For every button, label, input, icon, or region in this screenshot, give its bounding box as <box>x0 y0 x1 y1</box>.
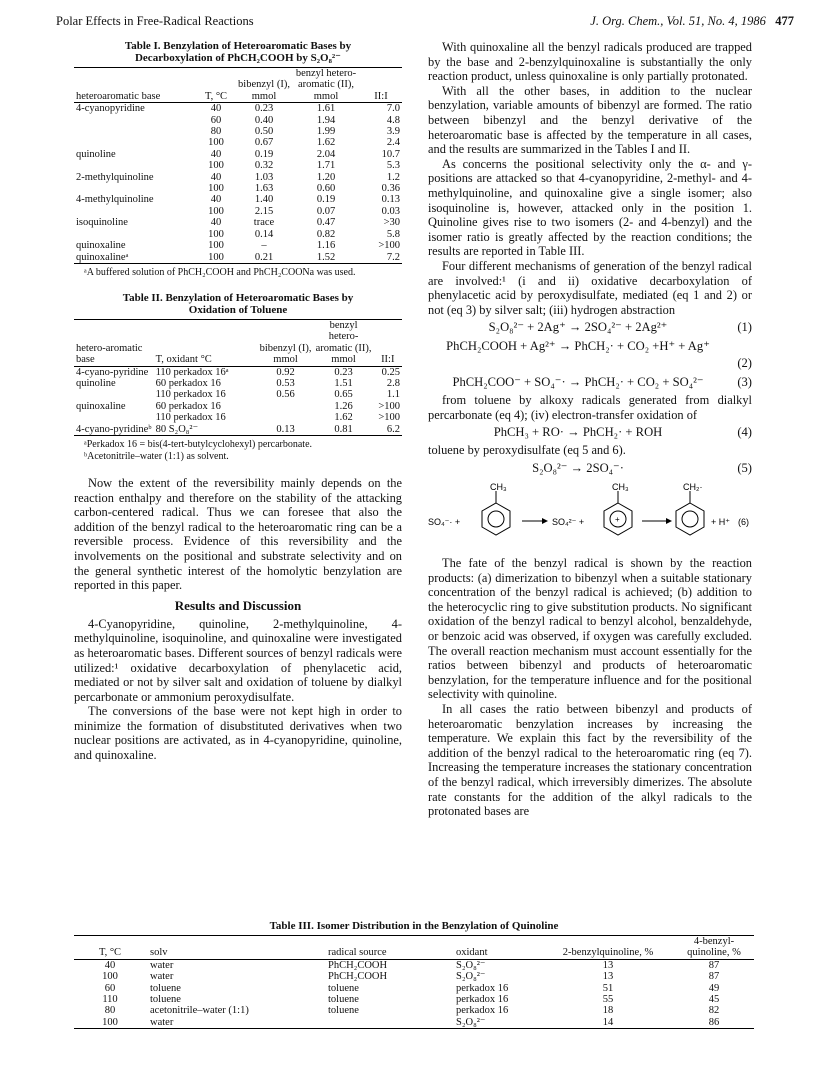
cell-temp: 100 <box>208 160 224 172</box>
cell-benzylhetero: 0.47 <box>316 217 336 229</box>
equation-6-scheme <box>428 481 752 541</box>
cell-base <box>74 137 196 148</box>
cell-source: toluene <box>328 1005 359 1017</box>
equation-3-number: (3) <box>737 375 752 390</box>
cell-base <box>74 126 196 137</box>
cell-ratio: 10.7 <box>381 148 400 160</box>
cell-solvent: toluene <box>150 982 181 994</box>
cell-2-benzyl: 55 <box>602 994 614 1006</box>
cell-ratio: 2.8 <box>386 377 400 389</box>
cell-solvent: acetonitrile–water (1:1) <box>150 1005 249 1017</box>
cell-ratio: 1.2 <box>386 171 400 183</box>
cell-base: 4-methylquinoline <box>76 194 154 206</box>
cell-oxidant: perkadox 16 <box>456 994 509 1006</box>
table-row <box>74 240 402 251</box>
cell-ratio: >100 <box>378 240 400 252</box>
table-row <box>74 412 402 423</box>
equation-5-formula: S₂O₈²⁻ → 2SO₄⁻· <box>532 461 624 476</box>
cell-benzylhetero: 0.23 <box>334 366 353 378</box>
table-row <box>74 983 754 994</box>
cell-benzylhetero: 0.81 <box>314 424 374 436</box>
cell-base: 4-cyano-pyridineᵇ <box>76 423 152 435</box>
table-row <box>74 172 402 183</box>
cell-base: quinoxaline <box>76 240 126 252</box>
table2-footnote-b: ᵇAcetonitrile–water (1:1) as solvent. <box>84 450 229 462</box>
equation-5-number: (5) <box>737 461 752 476</box>
cell-base <box>74 206 196 217</box>
toluene-ch3-label: CH₃ <box>490 482 507 493</box>
table1-header-bibenzyl: bibenzyl (I), mmol <box>236 68 292 103</box>
cell-bibenzyl: 0.14 <box>254 228 274 240</box>
cell-temp: 40 <box>104 959 116 971</box>
table-row <box>74 1005 754 1016</box>
table2-header-temp-oxidant: T, oxidant °C <box>154 319 258 366</box>
cell-bibenzyl: 0.67 <box>254 137 274 149</box>
scheme-sulfate-product: SO₄²⁻ + <box>552 517 585 528</box>
cell-ratio: 2.4 <box>386 137 400 149</box>
cell-oxidant: S₂O₈²⁻ <box>452 1017 542 1029</box>
cell-temp-oxidant: 110 perkadox 16ᵃ <box>155 366 229 378</box>
cell-ratio: >30 <box>383 217 400 229</box>
benzyl-ch2-label: CH₂· <box>683 482 703 493</box>
table-row <box>74 217 402 228</box>
cell-ratio: 7.2 <box>360 252 402 264</box>
table1 <box>74 67 402 264</box>
table1-header-base: heteroaromatic base <box>74 68 196 103</box>
scheme-arrowhead-1 <box>542 518 548 524</box>
table-row <box>74 424 402 436</box>
cell-benzylhetero: 0.07 <box>316 205 336 217</box>
cell-temp: 40 <box>210 217 222 229</box>
table-row <box>74 389 402 400</box>
table1-footnote-a: ᵃA buffered solution of PhCH₂COOH and PhCH₂COONa was used. <box>84 266 356 278</box>
cell-bibenzyl: – <box>261 240 267 252</box>
table2-footnote-a: ᵃPerkadox 16 = bis(4-tert-butylcyclohexyl) percarbonate. <box>84 438 313 450</box>
table2-body <box>74 366 402 435</box>
cell-benzylhetero: 1.52 <box>292 252 360 264</box>
cell-temp-oxidant: 60 perkadox 16 <box>155 400 221 412</box>
table3-header-4-benzyl: 4-benzyl-quinoline, % <box>674 936 754 960</box>
cell-bibenzyl: 0.21 <box>236 252 292 264</box>
table1-header-benzylhetero: benzyl hetero-aromatic (II), mmol <box>292 68 360 103</box>
cell-ratio: 5.8 <box>386 228 400 240</box>
cell-ratio: 4.8 <box>386 114 400 126</box>
right-paragraph-7: The fate of the benzyl radical is shown by the reaction products: (a) dimerization to bibenzyl when a suitable stationary concentration of the benzyl radical is achieved; (b) addition to the heterocyclic ring to give substitution products. No significant oxidation of the benzyl radical to benzyl alcohol, benzaldehyde, or benzoic acid was observed, if oxygen was carefully excluded. The overall reaction mechanism must account essentially for the ratios between bibenzyl and products of heteroaromatic benzylation, for the temperature influence and for the positional selectivity with quinoline. <box>428 556 752 702</box>
cell-ratio: 1.1 <box>386 389 400 401</box>
toluene-structure <box>482 482 510 535</box>
cell-4-benzyl: 45 <box>708 994 720 1006</box>
cell-ratio: >100 <box>378 400 400 412</box>
right-paragraph-4: Four different mechanisms of generation of the benzyl radical are involved:¹ (i and ii) oxidative decarboxylation of phenylacetic acid by peroxydisulfate, mediated (eq 1 and 2) or not (eq 3) by silver salt; (iii) hydrogen abstraction <box>428 258 752 317</box>
table-row <box>74 149 402 160</box>
cell-4-benzyl: 49 <box>708 982 720 994</box>
cell-benzylhetero: 1.16 <box>316 240 336 252</box>
cell-4-benzyl: 86 <box>674 1017 754 1029</box>
table3-header-temp: T, °C <box>74 936 146 960</box>
cell-temp-oxidant: 110 perkadox 16 <box>155 412 226 424</box>
header-title: Polar Effects in Free-Radical Reactions <box>56 14 254 28</box>
cell-ratio: >100 <box>378 412 400 424</box>
table3-block <box>74 920 754 1029</box>
cell-2-benzyl: 51 <box>602 982 614 994</box>
cell-source: toluene <box>328 994 359 1006</box>
cell-bibenzyl: 1.40 <box>254 194 274 206</box>
cell-2-benzyl: 18 <box>602 1005 614 1017</box>
cell-base <box>74 229 196 240</box>
right-column <box>428 40 752 819</box>
left-paragraph-1: Now the extent of the reversibility mainly depends on the reaction enthalpy and therefore on the stability of the attacking carbon-centered radical. Thus we can foresee that also the addition of the benzyl radical to the heteroaromatic ring can be a reversible process. Evidence of this reversibility and the involvements on the positional and substrate selectivity and on the general synthetic interest of the homolytic benzylation are reported in this paper. <box>74 475 402 593</box>
scheme-reagent: SO₄⁻· + <box>428 517 461 528</box>
right-paragraph-3: As concerns the positional selectivity only the α- and γ-positions are attacked so that 4-cyanopyridine, 2-methyl- and 4-methylquinoline, and quinoxaline give a single isomer; also isoquinoline is, however, attacked only in the position 1. Quinoline gives rise to two isomers (2- and 4-benzyl) and the isomer ratio is greatly affected by the reaction conditions; the results are reported in Table III. <box>428 156 752 259</box>
table-row <box>74 194 402 205</box>
table3-header-source: radical source <box>324 936 452 960</box>
radical-cation-ch3-label: CH₃ <box>612 482 629 493</box>
equation-3 <box>428 374 752 391</box>
cell-temp: 80 <box>210 126 222 138</box>
cell-2-benzyl: 13 <box>602 971 614 983</box>
table-row <box>74 126 402 137</box>
cell-solvent: toluene <box>150 994 181 1006</box>
table-row <box>74 401 402 412</box>
right-paragraph-1: With quinoxaline all the benzyl radicals produced are trapped by the base and 2-benzylquinoxaline is substantially the only reaction product, unless quinoxaline is only partially protonated. <box>428 40 752 84</box>
cell-ratio: 0.36 <box>381 183 400 195</box>
journal-citation: J. Org. Chem., Vol. 51, No. 4, 1986 <box>590 14 766 28</box>
cell-source: PhCH₂COOH <box>328 959 388 971</box>
cell-ratio: 5.3 <box>386 160 400 172</box>
right-paragraph-2: With all the other bases, in addition to the nuclear benzylation, variable amounts of bibenzyl are formed. The ratio between bibenzyl and the benzyl derivative of the heteroaromatic base is affected by the temperature in all cases, and the results are summarized in the Tables I and II. <box>428 83 752 157</box>
cell-benzylhetero: 2.04 <box>316 148 336 160</box>
cell-bibenzyl: 0.92 <box>276 366 295 378</box>
cell-bibenzyl: 0.53 <box>276 377 295 389</box>
table-row <box>74 366 402 378</box>
cell-4-benzyl: 87 <box>708 971 720 983</box>
cell-temp: 110 <box>102 994 118 1006</box>
table-row <box>74 183 402 194</box>
cell-oxidant: S₂O₈²⁻ <box>456 959 486 971</box>
table-row <box>74 115 402 126</box>
cell-2-benzyl: 14 <box>542 1017 674 1029</box>
cell-ratio: 0.25 <box>381 366 400 378</box>
cell-bibenzyl: 0.56 <box>276 389 295 401</box>
equation-6-number: (6) <box>738 517 749 528</box>
table-row <box>74 103 402 115</box>
header-citation <box>590 14 794 29</box>
cell-temp: 40 <box>210 148 222 160</box>
cell-benzylhetero: 1.20 <box>316 171 336 183</box>
cell-base: quinoxalineᵃ <box>74 252 196 264</box>
equation-1 <box>428 319 752 336</box>
table3-header-oxidant: oxidant <box>452 936 542 960</box>
cell-base <box>74 115 196 126</box>
equation-5 <box>428 460 752 477</box>
table2-header-benzylhetero: benzyl hetero-aromatic (II), mmol <box>314 319 374 366</box>
cell-base: 4-cyanopyridine <box>76 103 145 115</box>
table-row <box>74 229 402 240</box>
cell-benzylhetero: 0.82 <box>316 228 336 240</box>
cell-solvent: water <box>150 971 174 983</box>
table1-caption-line2: Decarboxylation of PhCH₂COOH by S₂O₈²⁻ <box>134 52 341 64</box>
cell-bibenzyl: 0.50 <box>254 126 274 138</box>
table-row <box>74 206 402 217</box>
radical-cation-structure <box>604 482 632 535</box>
table1-caption-line1: Table I. Benzylation of Heteroaromatic Bases by <box>124 40 352 52</box>
cell-base: quinoxaline <box>76 400 126 412</box>
cell-temp: 40 <box>210 194 222 206</box>
cell-benzylhetero: 0.19 <box>316 194 336 206</box>
table3-body <box>74 959 754 1028</box>
table3 <box>74 935 754 1029</box>
page-number: 477 <box>775 14 794 28</box>
table2-caption-line1: Table II. Benzylation of Heteroaromatic Bases by <box>122 291 354 304</box>
cell-ratio: 0.13 <box>381 194 400 206</box>
cell-benzylhetero: 1.71 <box>316 160 336 172</box>
table-row <box>74 1017 754 1029</box>
equation-1-formula: S₂O₈²⁻ + 2Ag⁺ → 2SO₄²⁻ + 2Ag²⁺ <box>488 320 668 335</box>
cell-source <box>324 1017 452 1029</box>
cell-temp: 60 <box>104 982 116 994</box>
cell-base: 4-cyano-pyridine <box>76 366 149 378</box>
table-row <box>74 137 402 148</box>
right-paragraph-8: In all cases the ratio between bibenzyl and products of heteroaromatic benzylation increases by increasing the temperature. We explain this fact by the reversibility of the addition of the benzyl radical to the heteroaromatic ring (eq 7). Increasing the temperature increases the stationary concentration of the benzyl radical, which irreversibly dimerizes. The absolute rate constants for the addition of the alkyl radicals to the protonated bases are <box>428 702 752 819</box>
cell-temp: 80 <box>104 1005 116 1017</box>
cell-base <box>74 389 154 400</box>
right-paragraph-5: from toluene by alkoxy radicals generated from dialkyl percarbonate (eq 4); (iv) electron-transfer oxidation of <box>428 393 752 422</box>
cell-benzylhetero: 1.61 <box>316 103 336 115</box>
cell-temp-oxidant: 80 S₂O₈²⁻ <box>154 424 258 436</box>
table2-header-base: hetero-aromatic base <box>74 319 154 366</box>
cell-bibenzyl: 1.03 <box>254 171 274 183</box>
cell-temp: 40 <box>210 171 222 183</box>
cell-solvent: water <box>146 1017 324 1029</box>
running-header <box>56 14 794 30</box>
cell-benzylhetero: 1.26 <box>334 400 353 412</box>
table-row <box>74 160 402 171</box>
equation-1-number: (1) <box>737 320 752 335</box>
table2-header-ratio: II:I <box>374 319 402 366</box>
table2-caption-line2: Oxidation of Toluene <box>188 303 288 316</box>
cell-ratio: 6.2 <box>374 424 402 436</box>
cell-bibenzyl: 0.23 <box>254 103 274 115</box>
cell-bibenzyl: 0.40 <box>254 114 274 126</box>
cell-source: PhCH₂COOH <box>328 971 388 983</box>
cell-bibenzyl: 0.32 <box>254 160 274 172</box>
equation-3-formula: PhCH₂COO⁻ + SO₄⁻· → PhCH₂· + CO₂ + SO₄²⁻ <box>452 375 704 390</box>
table2-header-bibenzyl: bibenzyl (I), mmol <box>258 319 314 366</box>
equation-4 <box>428 424 752 441</box>
cell-2-benzyl: 13 <box>602 959 614 971</box>
equation-2 <box>428 338 752 372</box>
table1-body <box>74 103 402 264</box>
cell-bibenzyl <box>258 401 314 412</box>
table3-header-solvent: solv <box>146 936 324 960</box>
cell-bibenzyl: 1.63 <box>254 183 274 195</box>
cell-temp: 60 <box>210 114 222 126</box>
scheme-arrowhead-2 <box>666 518 672 524</box>
cell-bibenzyl: trace <box>253 217 275 229</box>
left-paragraph-2: 4-Cyanopyridine, quinoline, 2-methylquinoline, 4-methylquinoline, isoquinoline, and quinoxaline were investigated as heteroaromatic bases. Different sources of benzyl radicals were utilized:¹ oxidative decarboxylation of phenylacetic acid, mediated or not by silver salt and oxidation of toluene by dialkyl percarbonate or ammonium peroxydisulfate. <box>74 616 402 704</box>
equation-2-formula: PhCH₂COOH + Ag²⁺ → PhCH₂· + CO₂ +H⁺ + Ag⁺ <box>446 339 710 354</box>
cell-benzylhetero: 0.60 <box>316 183 336 195</box>
section-heading: Results and Discussion <box>174 597 302 613</box>
cell-source: toluene <box>328 982 359 994</box>
cell-base <box>74 183 196 194</box>
cell-benzylhetero: 1.62 <box>316 137 336 149</box>
cell-temp: 100 <box>208 228 224 240</box>
equation-4-formula: PhCH₃ + RO· → PhCH₂· + ROH <box>493 425 663 440</box>
left-column <box>74 40 402 763</box>
cell-temp: 100 <box>208 205 224 217</box>
cell-benzylhetero: 1.94 <box>316 114 336 126</box>
cell-oxidant: perkadox 16 <box>456 1005 509 1017</box>
cell-benzylhetero: 1.99 <box>316 126 336 138</box>
cell-oxidant: perkadox 16 <box>456 982 509 994</box>
cell-oxidant: S₂O₈²⁻ <box>456 971 486 983</box>
cell-temp: 100 <box>208 240 224 252</box>
cell-bibenzyl: 0.13 <box>258 424 314 436</box>
table-row <box>74 959 754 971</box>
cell-bibenzyl: 2.15 <box>254 205 274 217</box>
cell-temp: 100 <box>196 252 236 264</box>
table-row <box>74 971 754 982</box>
cell-4-benzyl: 87 <box>708 959 720 971</box>
cell-bibenzyl: 0.19 <box>254 148 274 160</box>
cell-temp: 100 <box>208 183 224 195</box>
benzyl-radical-structure <box>676 482 704 535</box>
cell-solvent: water <box>150 959 174 971</box>
cell-base <box>74 160 196 171</box>
cell-temp: 100 <box>102 971 118 983</box>
cell-temp-oxidant: 60 perkadox 16 <box>155 377 221 389</box>
cell-base: 2-methylquinoline <box>76 171 154 183</box>
cell-temp: 100 <box>208 137 224 149</box>
left-paragraph-3: The conversions of the base were not kept high in order to minimize the formation of disubstituted derivatives when two nuclear positions are activated, as in 4-cyanopyridine, quinoline, and quinoxaline. <box>74 704 402 763</box>
right-paragraph-6: toluene by peroxydisulfate (eq 5 and 6). <box>428 443 626 458</box>
cell-base: quinoline <box>76 148 116 160</box>
table1-header-ratio: II:I <box>360 68 402 103</box>
table-row <box>74 378 402 389</box>
table1-caption <box>74 40 402 64</box>
cell-base: quinoline <box>76 377 116 389</box>
table1-header-temp: T, °C <box>196 68 236 103</box>
table3-header-2-benzyl: 2-benzylquinoline, % <box>542 936 674 960</box>
table3-caption: Table III. Isomer Distribution in the Benzylation of Quinoline <box>269 920 559 932</box>
cell-base: isoquinoline <box>76 217 128 229</box>
cell-ratio: 3.9 <box>386 126 400 138</box>
cell-temp: 100 <box>74 1017 146 1029</box>
cell-4-benzyl: 82 <box>708 1005 720 1017</box>
cell-bibenzyl <box>258 412 314 423</box>
cell-temp: 40 <box>210 103 222 115</box>
equation-2-number: (2) <box>737 356 752 371</box>
table2-caption <box>74 292 402 316</box>
cell-benzylhetero: 0.65 <box>334 389 353 401</box>
cell-benzylhetero: 1.51 <box>334 377 353 389</box>
cell-ratio: 0.03 <box>381 205 400 217</box>
table2 <box>74 319 402 436</box>
cell-benzylhetero: 1.62 <box>334 412 353 424</box>
cell-ratio: 7.0 <box>386 103 400 115</box>
scheme-proton: + H⁺ <box>711 517 731 528</box>
table-row <box>74 994 754 1005</box>
table-row <box>74 252 402 264</box>
cell-base <box>74 412 154 423</box>
equation-4-number: (4) <box>737 425 752 440</box>
cell-temp-oxidant: 110 perkadox 16 <box>155 389 226 401</box>
radical-cation-label: + <box>615 515 620 525</box>
